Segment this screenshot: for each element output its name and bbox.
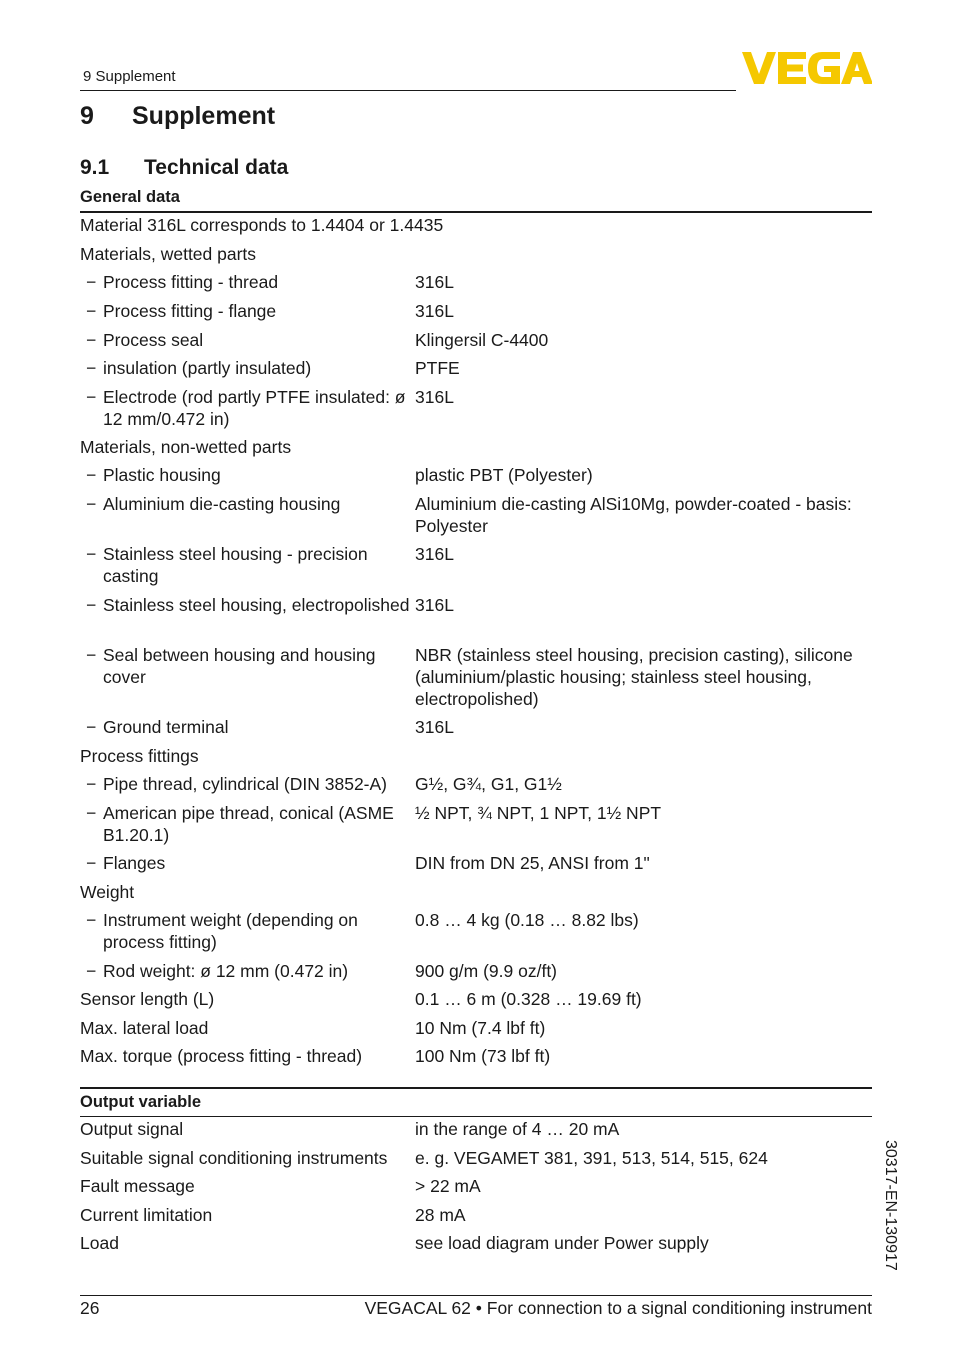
chapter-title: Supplement [132, 102, 276, 130]
vega-logo [742, 52, 872, 84]
row-label-text: American pipe thread, conical (ASME B1.20.1) [103, 803, 394, 845]
output-variable-table [80, 1118, 872, 1260]
list-dash: − [86, 358, 97, 378]
row-label [80, 716, 415, 745]
row-label: Output signal [80, 1119, 184, 1139]
row-value: Aluminium die-casting AlSi10Mg, powder-coated - basis: Polyester [415, 494, 852, 536]
row-value: 100 Nm (73 lbf ft) [415, 1046, 551, 1066]
row-label: Sensor length (L) [80, 989, 215, 1009]
row-label-text: Stainless steel housing - precision casting [103, 544, 368, 586]
row-label: Material 316L corresponds to 1.4404 or 1.4435 [80, 215, 444, 235]
list-dash: − [86, 330, 97, 350]
table-row [80, 543, 872, 594]
page-number: 26 [80, 1298, 100, 1318]
row-label: Materials, wetted parts [80, 244, 257, 264]
row-label [80, 773, 415, 802]
chapter-number: 9 [80, 102, 94, 130]
footer-title: VEGACAL 62 • For connection to a signal conditioning instrument [364, 1298, 872, 1318]
table-row [80, 271, 872, 300]
row-label [80, 300, 415, 329]
document-code: 30317-EN-130917 [882, 1140, 899, 1271]
list-dash: − [86, 853, 97, 873]
table-row [80, 644, 872, 716]
list-dash: − [86, 494, 97, 514]
row-label [80, 852, 415, 881]
table-row [80, 214, 872, 243]
row-label: Materials, non-wetted parts [80, 437, 292, 457]
list-dash: − [86, 465, 97, 485]
table-row [80, 1147, 872, 1175]
row-label-text: Rod weight: ø 12 mm (0.472 in) [103, 961, 349, 981]
row-label: Max. lateral load [80, 1018, 209, 1038]
table-row [80, 1045, 872, 1073]
row-label-text: Instrument weight (depending on process fitting) [103, 910, 358, 952]
table-row [80, 329, 872, 357]
section-heading [80, 156, 288, 180]
list-dash: − [86, 272, 97, 292]
row-label-text: insulation (partly insulated) [103, 358, 312, 378]
list-dash: − [86, 301, 97, 321]
row-label [80, 960, 415, 988]
row-value: 28 mA [415, 1205, 466, 1225]
row-value: DIN from DN 25, ANSI from 1" [415, 853, 650, 873]
list-dash: − [86, 774, 97, 794]
table-row [80, 436, 872, 464]
row-label [80, 644, 415, 716]
table-row [80, 594, 872, 644]
general-data-heading: General data [80, 188, 180, 206]
table-row [80, 881, 872, 909]
logo-letter [742, 52, 776, 84]
row-label-text: Flanges [103, 853, 166, 873]
list-dash: − [86, 595, 97, 615]
row-label: Weight [80, 882, 135, 902]
row-label [80, 594, 415, 644]
row-label [80, 386, 415, 436]
table-row [80, 386, 872, 436]
footer-divider [80, 1295, 872, 1296]
row-value: in the range of 4 … 20 mA [415, 1119, 620, 1139]
row-label: Process fittings [80, 746, 199, 766]
table-row [80, 300, 872, 329]
list-dash: − [86, 803, 97, 823]
table-row [80, 988, 872, 1017]
table-row [80, 243, 872, 271]
table-row [80, 1232, 872, 1260]
row-label [80, 493, 415, 543]
list-dash: − [86, 910, 97, 930]
table-row [80, 1017, 872, 1045]
table-row [80, 909, 872, 960]
logo-letter [841, 52, 872, 84]
row-label [80, 329, 415, 357]
output-variable-rule [80, 1116, 872, 1117]
row-value: 316L [415, 595, 454, 615]
row-value: NBR (stainless steel housing, precision casting), silicone (aluminium/plastic housing; stainless steel housing, electropolished) [415, 645, 853, 709]
row-label-text: Seal between housing and housing cover [103, 645, 376, 687]
table-row [80, 464, 872, 493]
row-value: > 22 mA [415, 1176, 481, 1196]
section-title: Technical data [144, 156, 289, 179]
table-row [80, 773, 872, 802]
table-row [80, 357, 872, 386]
list-dash: − [86, 961, 97, 981]
row-label: Load [80, 1233, 119, 1253]
section-number: 9.1 [80, 156, 110, 179]
row-label: Max. torque (process fitting - thread) [80, 1046, 363, 1066]
row-value: G½, G¾, G1, G1½ [415, 774, 562, 794]
general-data-table [80, 214, 872, 1073]
row-value: 316L [415, 544, 454, 564]
row-label [80, 543, 415, 594]
output-variable-heading: Output variable [80, 1093, 202, 1111]
list-dash: − [86, 645, 97, 665]
table-row [80, 1204, 872, 1232]
row-value: PTFE [415, 358, 460, 378]
table-row [80, 1175, 872, 1204]
row-label-text: Process fitting - flange [103, 301, 277, 321]
table-row [80, 960, 872, 988]
row-value: 316L [415, 301, 454, 321]
row-label-text: Ground terminal [103, 717, 229, 737]
row-label: Suitable signal conditioning instruments [80, 1148, 388, 1168]
row-value: 0.8 … 4 kg (0.18 … 8.82 lbs) [415, 910, 639, 930]
table-row [80, 1118, 872, 1147]
row-label-text: Process seal [103, 330, 204, 350]
table-row [80, 745, 872, 773]
logo-letter [808, 52, 840, 84]
row-value: 0.1 … 6 m (0.328 … 19.69 ft) [415, 989, 642, 1009]
row-label-text: Pipe thread, cylindrical (DIN 3852-A) [103, 774, 388, 794]
chapter-heading [80, 102, 275, 131]
row-value: 900 g/m (9.9 oz/ft) [415, 961, 558, 981]
header-divider [80, 90, 736, 91]
list-dash: − [86, 387, 97, 407]
row-label [80, 357, 415, 386]
row-value: Klingersil C-4400 [415, 330, 549, 350]
list-dash: − [86, 717, 97, 737]
row-label-text: Aluminium die-casting housing [103, 494, 341, 514]
row-label: Current limitation [80, 1205, 213, 1225]
table-row [80, 716, 872, 745]
row-label-text: Process fitting - thread [103, 272, 279, 292]
row-value: ½ NPT, ¾ NPT, 1 NPT, 1½ NPT [415, 803, 662, 823]
table-row [80, 852, 872, 881]
row-label-text: Electrode (rod partly PTFE insulated: ø 12 mm/0.472 in) [103, 387, 406, 429]
table-row [80, 802, 872, 852]
row-label [80, 802, 415, 852]
row-label [80, 464, 415, 493]
logo-letter [778, 52, 806, 84]
row-value: 10 Nm (7.4 lbf ft) [415, 1018, 546, 1038]
running-header: 9 Supplement [83, 68, 176, 85]
row-label-text: Plastic housing [103, 465, 221, 485]
row-label [80, 271, 415, 300]
row-value: e. g. VEGAMET 381, 391, 513, 514, 515, 624 [415, 1148, 768, 1168]
row-label: Fault message [80, 1176, 195, 1196]
table-row [80, 493, 872, 543]
row-value: plastic PBT (Polyester) [415, 465, 593, 485]
row-value: see load diagram under Power supply [415, 1233, 709, 1253]
list-dash: − [86, 544, 97, 564]
output-top-rule [80, 1087, 872, 1089]
row-label [80, 909, 415, 960]
general-data-rule [80, 211, 872, 213]
row-value: 316L [415, 717, 454, 737]
row-value: 316L [415, 387, 454, 407]
row-label-text: Stainless steel housing, electropolished [103, 595, 410, 615]
row-value: 316L [415, 272, 454, 292]
